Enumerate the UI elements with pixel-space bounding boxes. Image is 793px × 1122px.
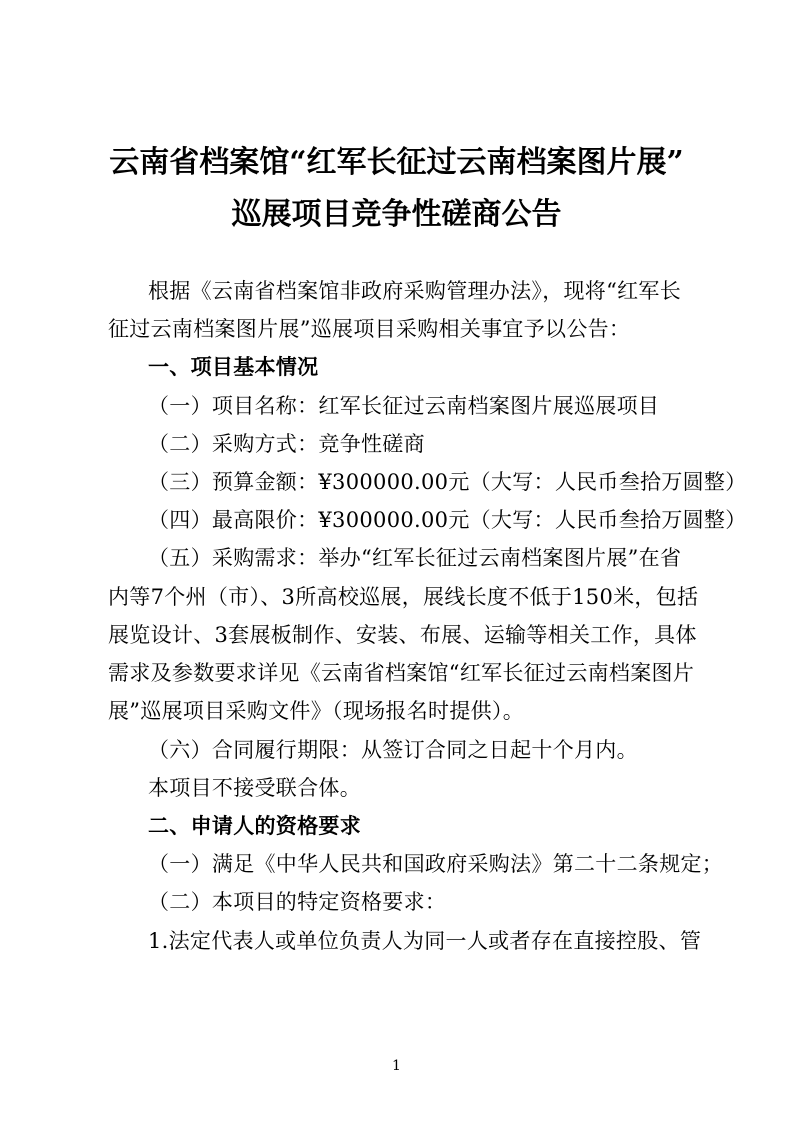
- document-title-line-1: 云南省档案馆“红军长征过云南档案图片展”: [109, 145, 684, 180]
- item-contract-period: （六）合同履行期限：从签订合同之日起十个月内。: [148, 738, 638, 762]
- intro-paragraph-line-1: 根据《云南省档案馆非政府采购管理办法》，现将“红军长: [148, 279, 682, 303]
- item-procurement-needs-line-5: 展”巡展项目采购文件》（现场报名时提供）。: [108, 699, 525, 723]
- item-procurement-needs-line-4: 需求及参数要求详见《云南省档案馆“红军长征过云南档案图片: [108, 661, 695, 685]
- item-procurement-needs-line-2: 内等7个州（市）、3所高校巡展，展线长度不低于150米，包括: [108, 585, 699, 609]
- document-title-line-2: 巡展项目竞争性磋商公告: [231, 197, 562, 232]
- item-procurement-method: （二）采购方式：竞争性磋商: [148, 432, 425, 456]
- note-no-consortium: 本项目不接受联合体。: [148, 776, 361, 800]
- intro-paragraph-line-2: 征过云南档案图片展”巡展项目采购相关事宜予以公告：: [108, 317, 631, 341]
- qualification-item-1: （一）满足《中华人民共和国政府采购法》第二十二条规定；: [148, 852, 724, 876]
- item-procurement-needs-line-3: 展览设计、3套展板制作、安装、布展、运输等相关工作，具体: [108, 623, 697, 647]
- page-number: 1: [392, 1058, 401, 1074]
- qualification-item-2: （二）本项目的特定资格要求：: [148, 890, 447, 914]
- item-project-name: （一）项目名称：红军长征过云南档案图片展巡展项目: [148, 394, 660, 418]
- item-procurement-needs-line-1: （五）采购需求：举办“红军长征过云南档案图片展”在省: [148, 546, 682, 570]
- section-heading-qualifications: 二、申请人的资格要求: [148, 814, 361, 838]
- section-heading-project-info: 一、项目基本情况: [148, 355, 319, 379]
- item-max-price: （四）最高限价：¥300000.00元（大写：人民币叁拾万圆整）: [148, 508, 747, 532]
- qualification-subitem-1: 1.法定代表人或单位负责人为同一人或者存在直接控股、管: [148, 929, 702, 953]
- item-budget-amount: （三）预算金额：¥300000.00元（大写：人民币叁拾万圆整）: [148, 470, 747, 494]
